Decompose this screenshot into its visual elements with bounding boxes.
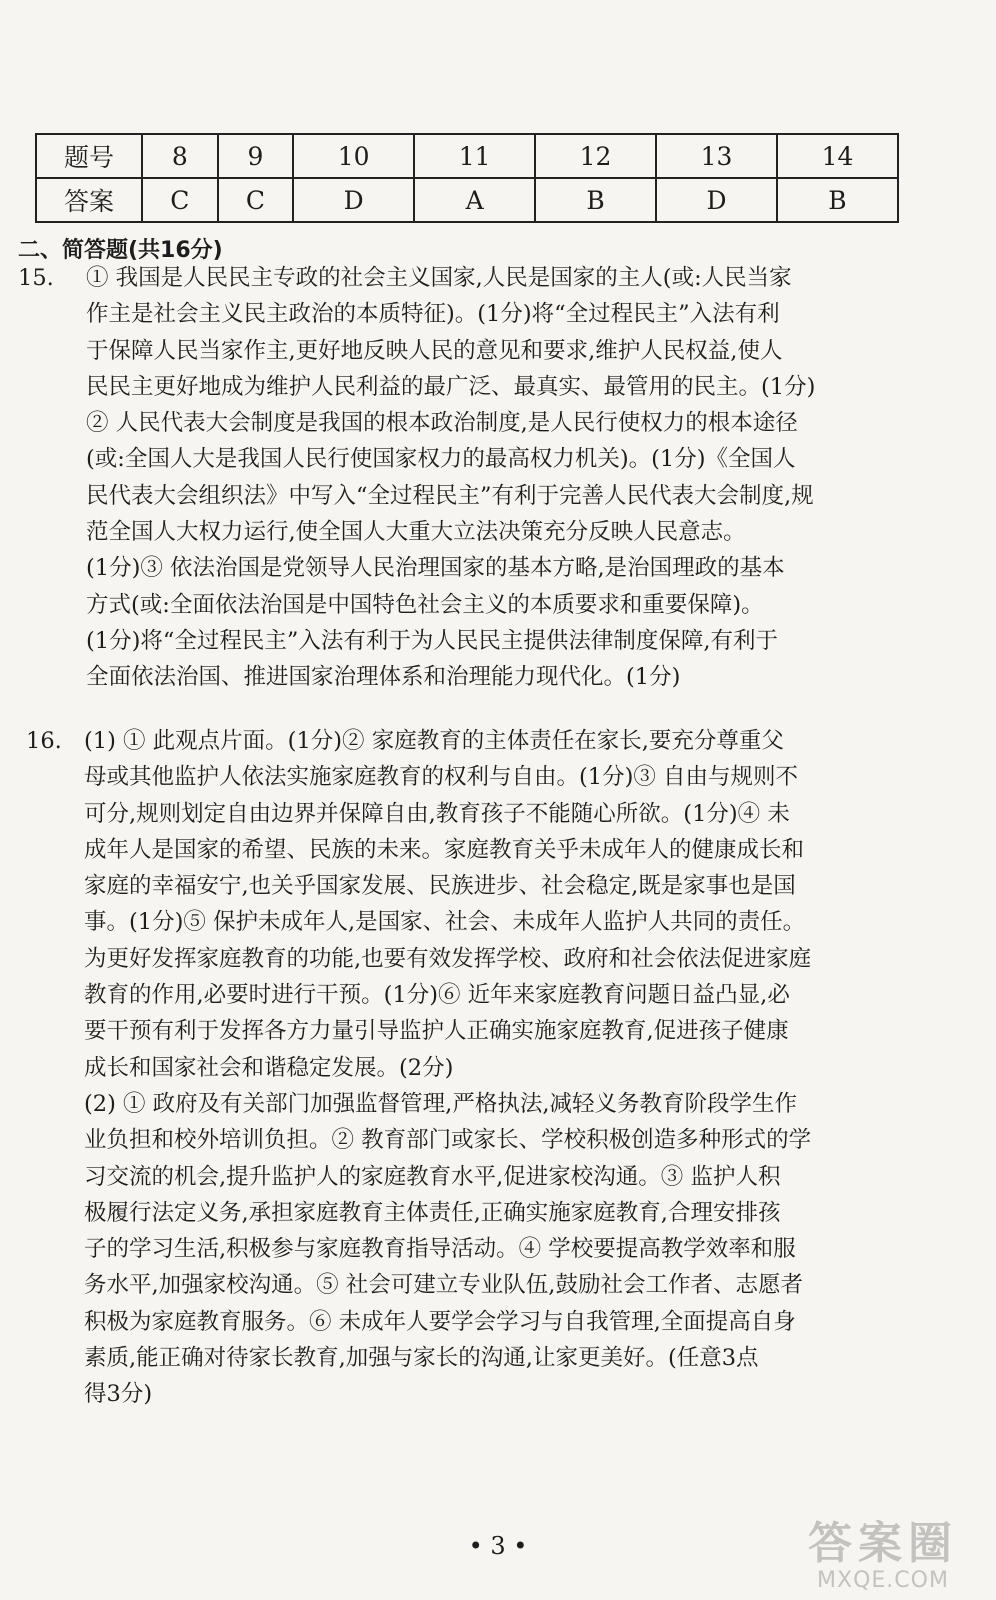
watermark-text-bottom: MXQE.COM [817,1568,949,1593]
cell-question-number: 13 [656,134,777,178]
answer-text-line: 可分,规则划定自由边界并保障自由,教育孩子不能随心所欲。(1分)④ 未 [84,800,790,827]
answer-text-line: 业负担和校外培训负担。② 教育部门或家长、学校积极创造多种形式的学 [84,1127,812,1154]
watermark-text-top: 答案圈 [808,1518,958,1569]
answer-text-line: 教育的作用,必要时进行干预。(1分)⑥ 近年来家庭教育问题日益凸显,必 [84,982,790,1009]
answer-text-line: 子的学习生活,积极参与家庭教育指导活动。④ 学校要提高教学效率和服 [84,1236,796,1263]
answer-text-line: 要干预有利于发挥各方力量引导监护人正确实施家庭教育,促进孩子健康 [84,1018,789,1045]
cell-answer: B [777,178,898,222]
answer-text-line: 方式(或:全面依法治国是中国特色社会主义的本质要求和重要保障)。 [86,591,764,618]
watermark-logo [788,1520,978,1592]
answer-text-line: 积极为家庭教育服务。⑥ 未成年人要学会学习与自我管理,全面提高自身 [84,1308,796,1335]
table-row-answers [36,178,898,222]
row-label-answer: 答案 [36,178,142,222]
answer-text-line: 全面依法治国、推进国家治理体系和治理能力现代化。(1分) [86,664,681,691]
answer-text-line: 家庭的幸福安宁,也关乎国家发展、民族进步、社会稳定,既是家事也是国 [84,873,796,900]
question-number: 16. [26,728,62,754]
answer-text-line: 母或其他监护人依法实施家庭教育的权利与自由。(1分)③ 自由与规则不 [84,764,799,791]
answer-text-line: 范全国人大权力运行,使全国人大重大立法决策充分反映人民意志。 [86,519,746,546]
answer-text-line: 素质,能正确对待家长教育,加强与家长的沟通,让家更美好。(任意3点 [84,1345,759,1372]
question-number: 15. [18,265,54,291]
answer-table [35,133,899,223]
answer-text-line: (1分)③ 依法治国是党领导人民治理国家的基本方略,是治国理政的基本 [86,555,785,582]
answer-text-line: (2) ① 政府及有关部门加强监督管理,严格执法,减轻义务教育阶段学生作 [84,1090,797,1117]
cell-question-number: 11 [414,134,535,178]
answer-text-line: 务水平,加强家校沟通。⑤ 社会可建立专业队伍,鼓励社会工作者、志愿者 [84,1272,803,1299]
answer-text-line: 极履行法定义务,承担家庭教育主体责任,正确实施家庭教育,合理安排孩 [84,1199,781,1226]
answer-text-line: 民代表大会组织法》中写入“全过程民主”有利于完善人民代表大会制度,规 [86,482,814,509]
answer-text-line: 作主是社会主义民主政治的本质特征)。(1分)将“全过程民主”入法有利 [86,301,780,328]
answer-text-line: 得3分) [84,1381,153,1408]
cell-answer: C [218,178,294,222]
answer-text-line: (或:全国人大是我国人民行使国家权力的最高权力机关)。(1分)《全国人 [86,446,796,473]
answer-text-line: ① 我国是人民民主专政的社会主义国家,人民是国家的主人(或:人民当家 [86,265,792,291]
question-16 [26,723,956,1413]
answer-text-line: 成年人是国家的希望、民族的未来。家庭教育关乎未成年人的健康成长和 [84,836,805,863]
table-row-numbers [36,134,898,178]
cell-answer: D [656,178,777,222]
cell-question-number: 8 [142,134,218,178]
answer-text-line: 于保障人民当家作主,更好地反映人民的意见和要求,维护人民权益,使人 [86,337,783,364]
cell-question-number: 12 [535,134,656,178]
question-15 [18,260,958,696]
cell-answer: A [414,178,535,222]
section-title: 二、简答题(共16分) [18,238,223,263]
cell-question-number: 9 [218,134,294,178]
answer-text-line: 事。(1分)⑤ 保护未成年人,是国家、社会、未成年人监护人共同的责任。 [84,909,806,936]
answer-text-line: 习交流的机会,提升监护人的家庭教育水平,促进家校沟通。③ 监护人积 [84,1163,781,1190]
cell-answer: C [142,178,218,222]
cell-answer: B [535,178,656,222]
question-15-answer [86,260,958,696]
answer-text-line: (1分)将“全过程民主”入法有利于为人民民主提供法律制度保障,有利于 [86,627,779,654]
row-label-question-number: 题号 [36,134,142,178]
cell-question-number: 10 [293,134,414,178]
cell-question-number: 14 [777,134,898,178]
answer-text-line: 民民主更好地成为维护人民利益的最广泛、最真实、最管用的民主。(1分) [86,373,816,400]
answer-text-line: 成长和国家社会和谐稳定发展。(2分) [84,1054,454,1081]
question-16-answer [84,723,956,1413]
cell-answer: D [293,178,414,222]
page-number: • 3 • [468,1532,528,1560]
answer-text-line: 为更好发挥家庭教育的功能,也要有效发挥学校、政府和社会依法促进家庭 [84,945,812,972]
answer-text-line: ② 人民代表大会制度是我国的根本政治制度,是人民行使权力的根本途径 [86,410,798,437]
answer-text-line: (1) ① 此观点片面。(1分)② 家庭教育的主体责任在家长,要充分尊重父 [84,728,784,754]
